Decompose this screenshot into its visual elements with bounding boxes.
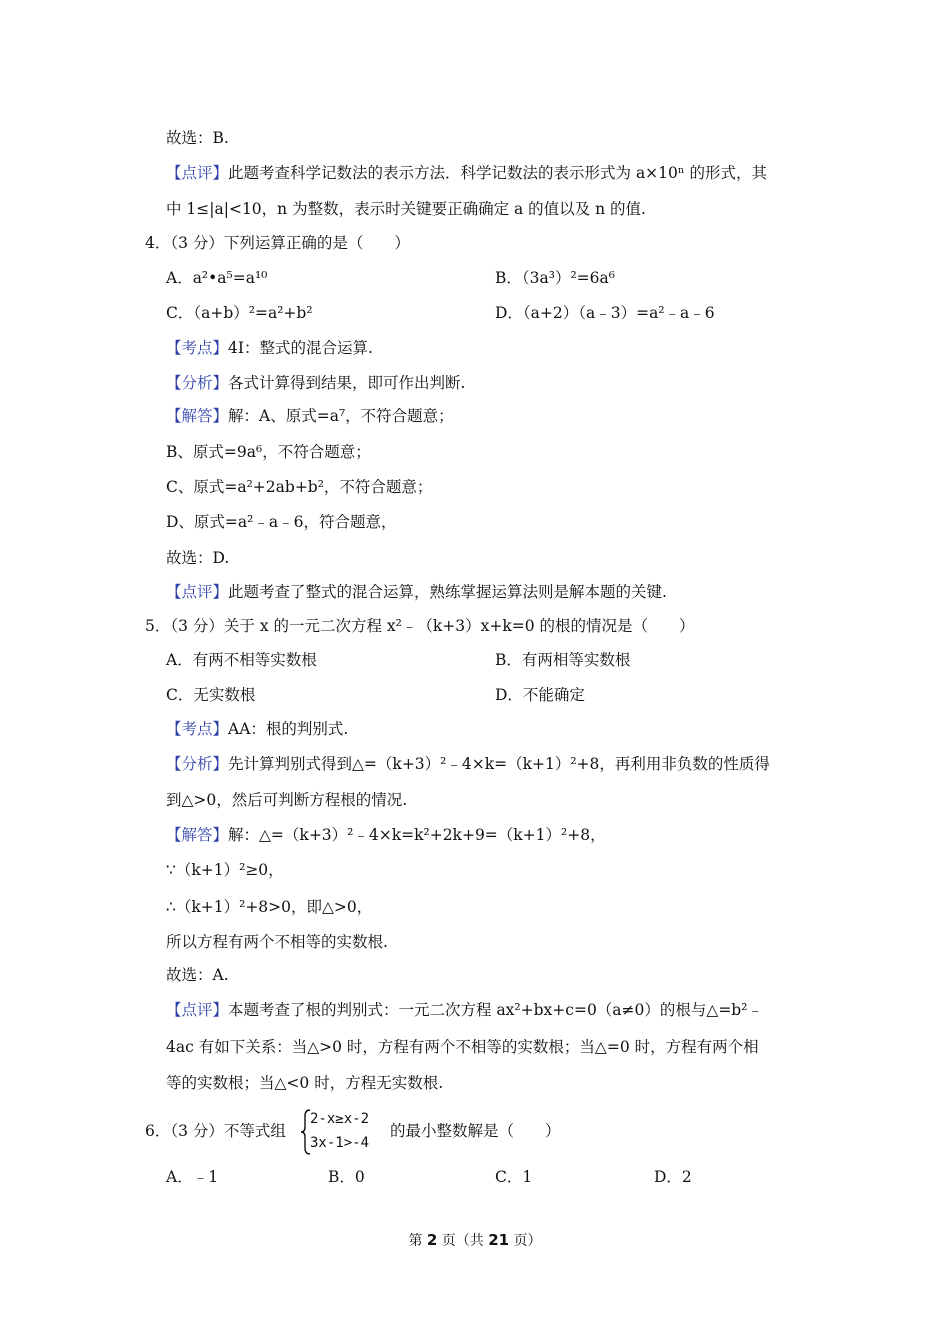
footer-prefix: 第 xyxy=(408,1233,423,1249)
page-footer xyxy=(0,1230,950,1250)
answer-choice: 故选：B. xyxy=(166,129,229,147)
q5-comment xyxy=(166,1000,763,1020)
q6-option-d: D．2 xyxy=(654,1168,692,1186)
comment-line xyxy=(166,163,767,183)
solution-text: 解：A、原式=a⁷，不符合题意； xyxy=(228,407,454,425)
q4-solution-b: B、原式=9a⁶，不符合题意； xyxy=(166,443,371,461)
q5-answer-choice: 故选：A. xyxy=(166,966,229,984)
question-4: 4．（3 分）下列运算正确的是（ ） xyxy=(145,234,410,252)
question-6-prefix: 6．（3 分）不等式组 xyxy=(145,1122,286,1140)
q4-option-c: C．（a+b）²=a²+b² xyxy=(166,304,313,322)
point-tag: 【考点】 xyxy=(166,339,229,357)
footer-suffix: 页） xyxy=(513,1233,542,1249)
inequality-2: 3x-1>-4 xyxy=(310,1135,370,1151)
analysis-text: 先计算判别式得到△=（k+3）²﹣4×k=（k+1）²+8，再利用非负数的性质得 xyxy=(228,755,770,773)
comment-tag: 【点评】 xyxy=(166,164,229,182)
q4-option-a: A．a²•a⁵=a¹⁰ xyxy=(166,269,268,287)
inequality-1: 2-x≥x-2 xyxy=(310,1111,370,1127)
q5-option-b: B．有两相等实数根 xyxy=(495,651,631,669)
q4-solution xyxy=(166,406,454,426)
q5-option-d: D．不能确定 xyxy=(495,686,585,704)
q4-analysis xyxy=(166,373,465,393)
analysis-tag: 【分析】 xyxy=(166,755,229,773)
question-6-suffix: 的最小整数解是（ ） xyxy=(390,1122,561,1140)
q4-point xyxy=(166,338,373,358)
q4-solution-c: C、原式=a²+2ab+b²，不符合题意； xyxy=(166,478,433,496)
solution-text: 解：△=（k+3）²﹣4×k=k²+2k+9=（k+1）²+8， xyxy=(228,826,606,844)
q4-comment xyxy=(166,582,667,602)
q4-option-d: D．（a+2）（a﹣3）=a²﹣a﹣6 xyxy=(495,304,715,322)
point-text: AA：根的判别式. xyxy=(228,720,349,738)
q6-option-b: B．0 xyxy=(328,1168,365,1186)
comment-tag: 【点评】 xyxy=(166,1001,229,1019)
analysis-tag: 【分析】 xyxy=(166,374,229,392)
q4-option-b: B．（3a³）²=6a⁶ xyxy=(495,269,615,287)
analysis-text: 各式计算得到结果，即可作出判断. xyxy=(228,374,466,392)
point-text: 4I：整式的混合运算. xyxy=(228,339,373,357)
q5-option-a: A．有两不相等实数根 xyxy=(166,651,317,669)
comment-text: 此题考查科学记数法的表示方法．科学记数法的表示形式为 a×10ⁿ 的形式，其 xyxy=(228,164,768,182)
point-tag: 【考点】 xyxy=(166,720,229,738)
question-5: 5．（3 分）关于 x 的一元二次方程 x²﹣（k+3）x+k=0 的根的情况是（ ） xyxy=(145,617,695,635)
q5-solution xyxy=(166,825,606,845)
q5-comment-3: 等的实数根；当△<0 时，方程无实数根. xyxy=(166,1074,444,1092)
inequality-system xyxy=(300,1108,390,1156)
q5-point xyxy=(166,719,348,739)
q6-option-a: A．﹣1 xyxy=(166,1168,219,1186)
comment-text: 本题考查了根的判别式：一元二次方程 ax²+bx+c=0（a≠0）的根与△=b²﹣ xyxy=(228,1001,763,1019)
q5-comment-2: 4ac 有如下关系：当△>0 时，方程有两个不相等的实数根；当△=0 时，方程有两个相 xyxy=(166,1038,759,1056)
comment-line-2: 中 1≤|a|<10，n 为整数，表示时关键要正确确定 a 的值以及 n 的值. xyxy=(166,200,646,218)
q5-option-c: C．无实数根 xyxy=(166,686,256,704)
comment-tag: 【点评】 xyxy=(166,583,229,601)
q4-solution-d: D、原式=a²﹣a﹣6，符合题意， xyxy=(166,513,397,531)
solution-tag: 【解答】 xyxy=(166,826,229,844)
q5-step-3: 所以方程有两个不相等的实数根. xyxy=(166,933,388,951)
comment-text: 此题考查了整式的混合运算，熟练掌握运算法则是解本题的关键. xyxy=(228,583,667,601)
solution-tag: 【解答】 xyxy=(166,407,229,425)
q6-option-c: C．1 xyxy=(495,1168,533,1186)
q5-step-2: ∴（k+1）²+8>0，即△>0， xyxy=(166,898,373,916)
total-pages: 21 xyxy=(488,1231,510,1249)
q5-analysis xyxy=(166,754,770,774)
q4-answer-choice: 故选：D. xyxy=(166,549,230,567)
page-number: 2 xyxy=(426,1231,438,1249)
footer-middle: 页（共 xyxy=(441,1233,484,1249)
q5-analysis-2: 到△>0，然后可判断方程根的情况. xyxy=(166,791,408,809)
q5-step-1: ∵（k+1）²≥0， xyxy=(166,861,284,879)
